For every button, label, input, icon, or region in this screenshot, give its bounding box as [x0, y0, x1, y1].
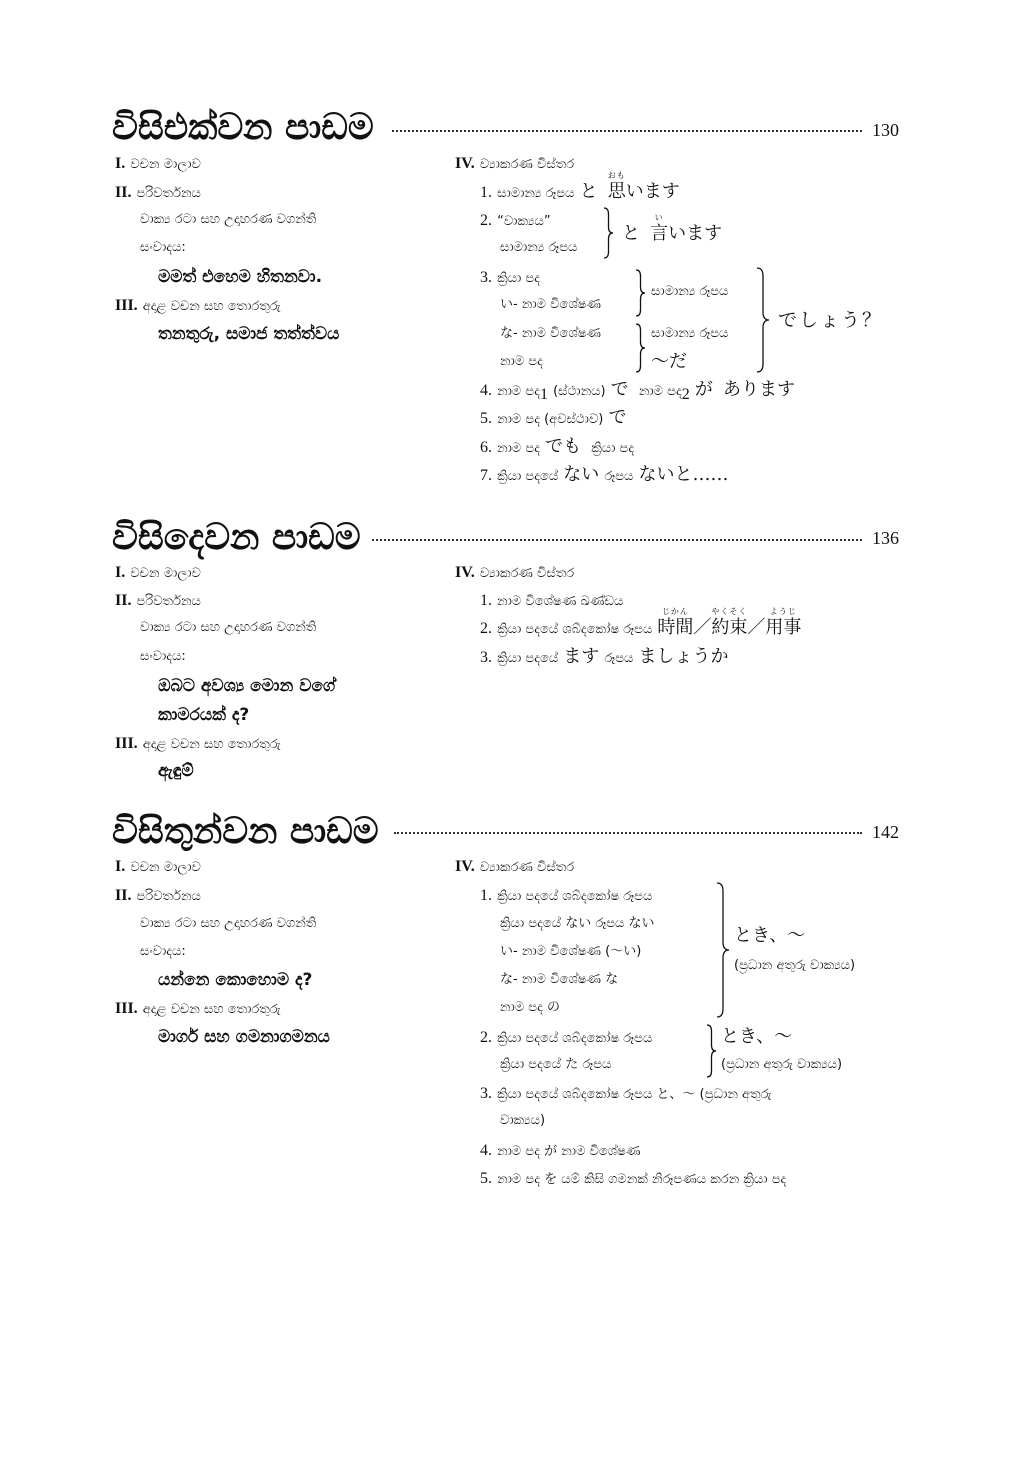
section-numeral: IV.	[455, 564, 475, 581]
kanji-with-furigana	[765, 607, 802, 638]
item-number: 2.	[480, 1029, 492, 1046]
item-text: い- නාම විශේෂණ	[500, 297, 602, 312]
conversation-title: මමත් එහෙම හිතනවා.	[158, 267, 323, 287]
related-title: මාර්ග සහ ගමනාගමනය	[158, 1027, 330, 1047]
item-number: 4.	[480, 382, 492, 399]
japanese-particle: で	[610, 379, 629, 400]
japanese-text: ます	[563, 646, 600, 667]
item-text: රූපය	[604, 651, 634, 666]
japanese-particle: でも	[545, 436, 582, 457]
kanji-with-furigana	[657, 607, 694, 638]
item-text: な- නාම විශේෂණ な	[500, 972, 619, 987]
japanese-kana: います	[668, 223, 723, 244]
furigana: おも	[607, 171, 626, 180]
item-number: 1.	[480, 887, 492, 904]
furigana: ようじ	[769, 607, 797, 616]
item-text: ක්‍රියා පදයේ ශබ්දකෝෂ රූපය と、～ (ප්‍රධාන අතුරු	[497, 1087, 772, 1102]
grammar-item	[480, 1140, 640, 1162]
conversation-label: සංවාදය:	[140, 944, 186, 959]
related-title: තනතුරු, සමාජ තත්ත්වය	[158, 324, 340, 344]
section-related	[115, 295, 281, 317]
sentence-patterns-label: වාක්‍ය රටා සහ උදාහරණ වගන්ති	[140, 916, 317, 931]
page-number: 130	[872, 120, 899, 140]
brace	[604, 208, 613, 258]
dot-leader	[372, 539, 862, 541]
related-title: ඇඳුම්	[158, 761, 194, 781]
section-related	[115, 733, 281, 755]
item-text: ක්‍රියා පද	[591, 441, 635, 456]
section-numeral: III.	[115, 1000, 138, 1017]
brace	[707, 1025, 716, 1077]
japanese-particle: と	[579, 181, 598, 202]
item-text: වාක්‍යය)	[500, 1113, 546, 1128]
brace-result: とき、～	[734, 925, 806, 946]
section-label: වචන මාලාව	[130, 566, 201, 581]
brace	[757, 268, 769, 372]
sentence-patterns-label: වාක්‍ය රටා සහ උදාහරණ වගන්ති	[140, 212, 317, 227]
section-label: ව්‍යාකරණ විස්තර	[479, 157, 575, 172]
section-label: අදාළ වචන සහ තොරතුරු	[142, 1002, 281, 1017]
grammar-item	[480, 465, 728, 487]
section-numeral: III.	[115, 735, 138, 752]
section-numeral: I.	[115, 564, 126, 581]
japanese-particle: と	[622, 223, 640, 244]
section-translation	[115, 182, 201, 204]
section-vocabulary	[115, 856, 201, 878]
subscript: 1	[539, 386, 548, 404]
japanese-text: ましょうか	[638, 646, 729, 667]
grammar-item	[480, 1027, 652, 1049]
furigana: やくそく	[711, 607, 748, 616]
brace-note: (ප්‍රධාන අතුරු වාක්‍යය)	[721, 1057, 843, 1072]
section-label: පරිවර්තනය	[136, 594, 201, 609]
item-text: සාමාන්‍ය රූපය	[497, 186, 575, 201]
item-text: な- නාම විශේෂණ	[500, 326, 602, 341]
item-number: 6.	[480, 439, 492, 456]
furigana: じかん	[661, 607, 689, 616]
item-number: 3.	[480, 649, 492, 666]
brace	[636, 324, 645, 372]
section-label: වචන මාලාව	[130, 157, 201, 172]
section-label: ව්‍යාකරණ විස්තර	[479, 566, 575, 581]
conversation-label: සංවාදය:	[140, 649, 186, 664]
item-text: い- නාම විශේෂණ (～い)	[500, 944, 642, 959]
section-label: ව්‍යාකරණ විස්තර	[479, 860, 575, 875]
item-number: 5.	[480, 410, 492, 427]
section-grammar	[455, 856, 574, 878]
kanji: 時間	[657, 617, 694, 638]
kanji: 言	[650, 223, 669, 244]
item-text: ක්‍රියා පදයේ た රූපය	[500, 1057, 612, 1072]
grammar-item	[480, 607, 802, 640]
grammar-item	[480, 267, 540, 289]
lesson-title: විසිතුන්වන පාඩම	[112, 811, 379, 852]
conversation-label: සංවාදය:	[140, 240, 186, 255]
dot-leader	[392, 130, 862, 132]
item-text: ක්‍රියා පදයේ ශබ්දකෝෂ රූපය	[497, 622, 653, 637]
item-text: නාම විශේෂණ ඛණ්ඩය	[497, 594, 624, 609]
section-related	[115, 998, 281, 1020]
conversation-title: කාමරයක් ද?	[158, 705, 250, 725]
item-number: 3.	[480, 1085, 492, 1102]
item-text: සාමාන්‍ය රූපය	[500, 240, 578, 255]
item-text: නාම පද	[497, 441, 540, 456]
grammar-item	[480, 210, 551, 232]
brace-result: でしょう？	[778, 309, 884, 331]
grammar-item	[480, 1083, 771, 1105]
brace-result	[622, 213, 723, 244]
section-numeral: IV.	[455, 155, 475, 172]
item-text: නාම පද が නාම විශේෂණ	[497, 1144, 641, 1159]
kanji: 用事	[765, 617, 802, 638]
item-text: ක්‍රියා පදයේ ない රූපය ない	[500, 916, 655, 931]
lesson-title: විසිදෙවන පාඩම	[112, 517, 361, 558]
section-numeral: I.	[115, 155, 126, 172]
section-label: පරිවර්තනය	[136, 889, 201, 904]
item-text: ක්‍රියා පදයේ	[497, 469, 559, 484]
kanji: 思	[607, 181, 626, 202]
section-grammar	[455, 153, 574, 175]
item-text: ක්‍රියා පදයේ ශබ්දකෝෂ රූපය	[497, 889, 653, 904]
kanji-with-furigana	[711, 607, 748, 638]
section-label: අදාළ වචන සහ තොරතුරු	[142, 737, 281, 752]
section-translation	[115, 885, 201, 907]
grammar-item	[480, 885, 652, 907]
kanji-with-furigana	[650, 213, 669, 244]
section-vocabulary	[115, 153, 201, 175]
section-label: පරිවර්තනය	[136, 186, 201, 201]
item-text: ක්‍රියා පදයේ ශබ්දකෝෂ රූපය	[497, 1031, 653, 1046]
dot-leader	[394, 832, 862, 834]
item-number: 2.	[480, 620, 492, 637]
item-text: නාම පද	[638, 384, 682, 399]
item-text: නාම පද の	[500, 1000, 561, 1015]
item-number: 2.	[480, 212, 492, 229]
item-number: 3.	[480, 269, 492, 286]
page-number: 136	[872, 528, 899, 548]
section-label: වචන මාලාව	[130, 860, 201, 875]
conversation-title: ඔබට අවශ්‍ය මොන වගේ	[158, 676, 336, 696]
lesson-title: විසිඑක්වන පාඩම	[112, 107, 374, 148]
section-vocabulary	[115, 562, 201, 584]
item-text: නාම පද	[500, 354, 543, 369]
item-number: 1.	[480, 592, 492, 609]
item-text: නාම පද	[497, 384, 540, 399]
brace	[717, 883, 729, 1017]
grammar-item	[480, 647, 728, 669]
section-numeral: II.	[115, 592, 132, 609]
brace-result: とき、～	[721, 1026, 793, 1047]
japanese-text: ない	[563, 464, 600, 485]
grammar-item	[480, 408, 626, 430]
item-text: (ස්ථානය)	[553, 384, 606, 399]
item-text: ක්‍රියා පද	[497, 271, 540, 286]
japanese-particle: で	[608, 407, 627, 428]
item-text: “වාක්‍යය”	[497, 214, 551, 229]
brace-result: සාමාන්‍ය රූපය	[651, 326, 729, 341]
grammar-item	[480, 590, 623, 612]
page-number: 142	[872, 822, 899, 842]
conversation-title: යන්නෙ කොහොම ද?	[158, 970, 313, 990]
section-numeral: II.	[115, 184, 132, 201]
kanji-with-furigana	[607, 171, 626, 202]
kanji: 約束	[711, 617, 748, 638]
grammar-item	[480, 171, 680, 204]
furigana: い	[654, 213, 664, 222]
brace-result: ～だ	[651, 351, 687, 372]
separator: ／	[747, 617, 766, 638]
grammar-item	[480, 380, 795, 402]
section-numeral: I.	[115, 858, 126, 875]
section-grammar	[455, 562, 574, 584]
item-text: නාම පද を යම් කිසි ගමනක් නිරූපණය කරන ක්‍රියා පද	[497, 1172, 787, 1187]
sentence-patterns-label: වාක්‍ය රටා සහ උදාහරණ වගන්ති	[140, 620, 317, 635]
item-number: 1.	[480, 184, 492, 201]
japanese-text: ないと……	[638, 464, 729, 485]
subscript: 2	[681, 386, 690, 404]
item-number: 5.	[480, 1170, 492, 1187]
section-label: අදාළ වචන සහ තොරතුරු	[142, 299, 281, 314]
item-text: නාම පද (අවස්ථාව)	[497, 412, 604, 427]
japanese-text: あります	[722, 379, 795, 400]
japanese-kana: います	[625, 181, 680, 202]
section-numeral: IV.	[455, 858, 475, 875]
item-text: ක්‍රියා පදයේ	[497, 651, 559, 666]
section-numeral: III.	[115, 297, 138, 314]
brace	[636, 270, 645, 316]
section-numeral: II.	[115, 887, 132, 904]
brace-result: සාමාන්‍ය රූපය	[651, 284, 729, 299]
grammar-item	[480, 1168, 786, 1190]
item-number: 7.	[480, 467, 492, 484]
brace-note: (ප්‍රධාන අතුරු වාක්‍යය)	[734, 958, 856, 973]
grammar-item	[480, 437, 634, 459]
item-text: රූපය	[604, 469, 634, 484]
japanese-particle: が	[694, 379, 713, 400]
section-translation	[115, 590, 201, 612]
separator: ／	[693, 617, 712, 638]
item-number: 4.	[480, 1142, 492, 1159]
